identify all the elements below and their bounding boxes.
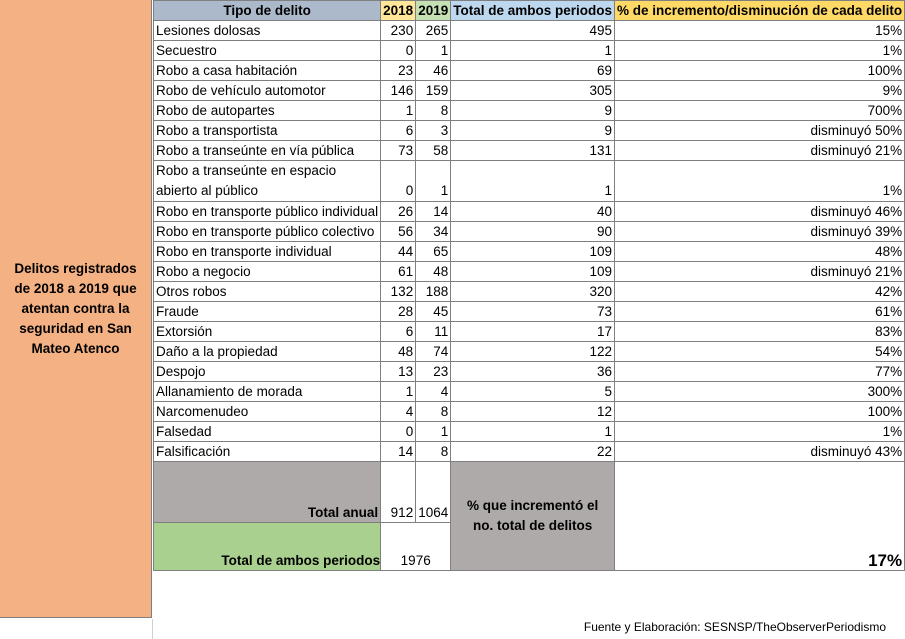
- cell-pct: 15%: [615, 21, 905, 41]
- table-row: [154, 21, 905, 41]
- table-row: [154, 302, 905, 322]
- table-row: [154, 101, 905, 121]
- total-anual-2019: 1064: [416, 462, 451, 523]
- cell-y2018: 230: [381, 21, 416, 41]
- cell-total: 22: [451, 442, 615, 462]
- cell-y2019: 11: [416, 322, 451, 342]
- cell-y2018: 48: [381, 342, 416, 362]
- cell-tipo: Narcomenudeo: [154, 402, 381, 422]
- cell-total: 1: [451, 41, 615, 61]
- header-total: Total de ambos periodos: [451, 1, 615, 21]
- cell-y2019: 8: [416, 442, 451, 462]
- table-row: [154, 222, 905, 242]
- cell-y2019: 3: [416, 121, 451, 141]
- total-ambos-value: 1976: [381, 523, 451, 571]
- cell-total: 90: [451, 222, 615, 242]
- cell-y2018: 0: [381, 161, 416, 202]
- cell-tipo: Robo de vehículo automotor: [154, 81, 381, 101]
- cell-tipo: Robo en transporte individual: [154, 242, 381, 262]
- cell-y2018: 73: [381, 141, 416, 161]
- cell-pct: 83%: [615, 322, 905, 342]
- cell-total: 1: [451, 161, 615, 202]
- cell-y2019: 46: [416, 61, 451, 81]
- cell-tipo: Robo a casa habitación: [154, 61, 381, 81]
- cell-y2019: 8: [416, 101, 451, 121]
- cell-total: 109: [451, 242, 615, 262]
- table-row: [154, 282, 905, 302]
- cell-total: 122: [451, 342, 615, 362]
- cell-tipo: Robo de autopartes: [154, 101, 381, 121]
- cell-tipo: Lesiones dolosas: [154, 21, 381, 41]
- cell-y2019: 1: [416, 161, 451, 202]
- cell-pct: 48%: [615, 242, 905, 262]
- table-row: [154, 121, 905, 141]
- table-row: [154, 422, 905, 442]
- cell-total: 12: [451, 402, 615, 422]
- cell-pct: 300%: [615, 382, 905, 402]
- cell-y2019: 159: [416, 81, 451, 101]
- cell-tipo: Robo a transportista: [154, 121, 381, 141]
- cell-tipo: Robo a transeúnte en espacio abierto al público: [154, 161, 381, 202]
- cell-total: 36: [451, 362, 615, 382]
- cell-y2018: 0: [381, 422, 416, 442]
- cell-y2019: 34: [416, 222, 451, 242]
- cell-y2018: 44: [381, 242, 416, 262]
- cell-y2019: 4: [416, 382, 451, 402]
- cell-y2018: 28: [381, 302, 416, 322]
- cell-pct: 61%: [615, 302, 905, 322]
- cell-total: 131: [451, 141, 615, 161]
- cell-y2019: 74: [416, 342, 451, 362]
- cell-total: 305: [451, 81, 615, 101]
- cell-y2018: 1: [381, 101, 416, 121]
- cell-tipo: Extorsión: [154, 322, 381, 342]
- cell-y2019: 23: [416, 362, 451, 382]
- header-2019: 2019: [416, 1, 451, 21]
- cell-y2019: 265: [416, 21, 451, 41]
- table-row: [154, 242, 905, 262]
- table-row: [154, 382, 905, 402]
- cell-tipo: Secuestro: [154, 41, 381, 61]
- source-note: Fuente y Elaboración: SESNSP/TheObserverPeriodismo: [583, 620, 886, 634]
- cell-y2019: 8: [416, 402, 451, 422]
- cell-total: 73: [451, 302, 615, 322]
- cell-pct: 700%: [615, 101, 905, 121]
- table-row: [154, 442, 905, 462]
- cell-pct: 9%: [615, 81, 905, 101]
- total-ambos-label: Total de ambos periodos: [154, 523, 381, 571]
- cell-y2019: 48: [416, 262, 451, 282]
- cell-tipo: Robo en transporte público individual: [154, 202, 381, 222]
- table-row: [154, 322, 905, 342]
- cell-y2018: 6: [381, 322, 416, 342]
- cell-total: 17: [451, 322, 615, 342]
- cell-y2018: 61: [381, 262, 416, 282]
- cell-y2019: 1: [416, 422, 451, 442]
- footer-left-cell: [0, 619, 153, 639]
- table-row: [154, 202, 905, 222]
- incremento-value: 17%: [615, 462, 905, 571]
- table-row: [154, 402, 905, 422]
- side-label: [0, 0, 152, 618]
- incremento-label: % que incrementó el no. total de delitos: [451, 462, 615, 571]
- cell-y2019: 45: [416, 302, 451, 322]
- cell-y2018: 6: [381, 121, 416, 141]
- cell-pct: disminuyó 50%: [615, 121, 905, 141]
- cell-y2018: 14: [381, 442, 416, 462]
- cell-pct: 100%: [615, 402, 905, 422]
- cell-y2018: 4: [381, 402, 416, 422]
- cell-pct: 42%: [615, 282, 905, 302]
- table-row: [154, 362, 905, 382]
- table-row: [154, 342, 905, 362]
- cell-total: 9: [451, 101, 615, 121]
- cell-y2018: 13: [381, 362, 416, 382]
- cell-pct: disminuyó 21%: [615, 141, 905, 161]
- cell-y2018: 1: [381, 382, 416, 402]
- cell-y2018: 146: [381, 81, 416, 101]
- table-row: [154, 161, 905, 202]
- cell-y2019: 188: [416, 282, 451, 302]
- cell-pct: disminuyó 46%: [615, 202, 905, 222]
- cell-y2019: 65: [416, 242, 451, 262]
- cell-total: 495: [451, 21, 615, 41]
- side-label-text: Delitos registrados de 2018 a 2019 que atentan contra la seguridad en San Mateo Atenco: [14, 260, 137, 356]
- header-pct: % de incremento/disminución de cada delito: [615, 1, 905, 21]
- table-row: [154, 141, 905, 161]
- cell-tipo: Robo a negocio: [154, 262, 381, 282]
- table-row: [154, 41, 905, 61]
- cell-pct: disminuyó 39%: [615, 222, 905, 242]
- cell-total: 320: [451, 282, 615, 302]
- cell-y2019: 14: [416, 202, 451, 222]
- cell-pct: 54%: [615, 342, 905, 362]
- cell-pct: disminuyó 43%: [615, 442, 905, 462]
- cell-y2018: 56: [381, 222, 416, 242]
- cell-pct: disminuyó 21%: [615, 262, 905, 282]
- table-row: [154, 262, 905, 282]
- cell-y2019: 1: [416, 41, 451, 61]
- cell-pct: 77%: [615, 362, 905, 382]
- total-anual-label: Total anual: [154, 462, 381, 523]
- header-tipo: Tipo de delito: [154, 1, 381, 21]
- cell-y2018: 132: [381, 282, 416, 302]
- cell-tipo: Falsedad: [154, 422, 381, 442]
- cell-tipo: Otros robos: [154, 282, 381, 302]
- cell-pct: 100%: [615, 61, 905, 81]
- cell-total: 5: [451, 382, 615, 402]
- cell-pct: 1%: [615, 41, 905, 61]
- cell-total: 109: [451, 262, 615, 282]
- cell-tipo: Fraude: [154, 302, 381, 322]
- cell-tipo: Robo en transporte público colectivo: [154, 222, 381, 242]
- cell-tipo: Allanamiento de morada: [154, 382, 381, 402]
- cell-tipo: Falsificación: [154, 442, 381, 462]
- header-row: [154, 1, 905, 21]
- cell-tipo: Robo a transeúnte en vía pública: [154, 141, 381, 161]
- total-anual-row: [154, 462, 905, 523]
- crime-table: [153, 0, 905, 571]
- total-anual-2018: 912: [381, 462, 416, 523]
- cell-tipo: Despojo: [154, 362, 381, 382]
- table-row: [154, 61, 905, 81]
- cell-y2018: 26: [381, 202, 416, 222]
- table-row: [154, 81, 905, 101]
- cell-y2018: 0: [381, 41, 416, 61]
- cell-total: 40: [451, 202, 615, 222]
- cell-pct: 1%: [615, 422, 905, 442]
- cell-total: 9: [451, 121, 615, 141]
- header-2018: 2018: [381, 1, 416, 21]
- cell-y2018: 23: [381, 61, 416, 81]
- cell-total: 69: [451, 61, 615, 81]
- cell-pct: 1%: [615, 161, 905, 202]
- cell-tipo: Daño a la propiedad: [154, 342, 381, 362]
- cell-total: 1: [451, 422, 615, 442]
- cell-y2019: 58: [416, 141, 451, 161]
